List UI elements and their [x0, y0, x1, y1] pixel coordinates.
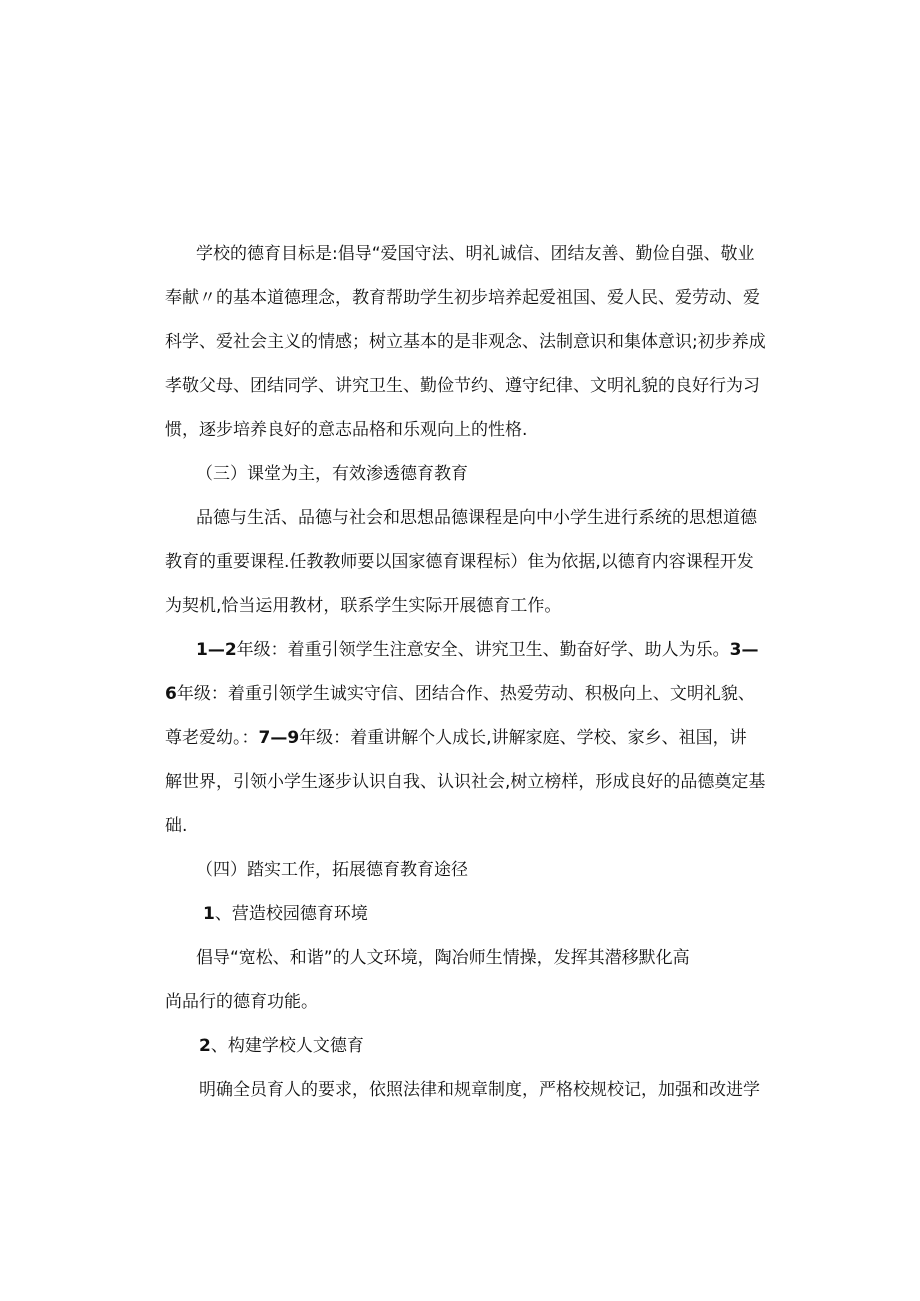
paragraph-1-line-5: 惯，逐步培养良好的意志品格和乐观向上的性格.	[165, 420, 528, 440]
paragraph-1-line-1: 学校的德育目标是:倡导“爱国守法、明礼诚信、团结友善、勤俭自强、敬业	[196, 244, 755, 264]
paragraph-3-line-2	[165, 683, 755, 705]
paragraph-3-line-3	[165, 727, 747, 749]
section-heading-4	[196, 859, 468, 881]
grade-1-2-text: 年级：着重引领学生注意安全、讲究卫生、勤奋好学、助人为乐。	[236, 640, 730, 660]
paragraph-3-line-4: 解世界，引领小学生逐步认识自我、认识社会,树立榜样，形成良好的品德奠定基	[165, 772, 766, 792]
subheading-1-number: 1	[203, 904, 215, 924]
grade-3-6-text-end: 尊老爱幼。：	[165, 728, 259, 748]
paragraph-2-line-3: 为契机,恰当运用教材，联系学生实际开展德育工作。	[165, 596, 562, 616]
paragraph-1-line-2: 奉献〃的基本道德理念，教育帮助学生初步培养起爱祖国、爱人民、爱劳动、爱	[165, 288, 760, 308]
grade-3-6-text: 年级：着重引领学生诚实守信、团结合作、热爱劳动、积极向上、文明礼貌、	[176, 684, 755, 704]
paragraph-5-line-1: 明确全员育人的要求，依照法律和规章制度，严格校规校记，加强和改进学	[199, 1080, 760, 1100]
paragraph-4-line-2: 尚品行的德育功能。	[165, 992, 318, 1012]
paragraph-3-line-1	[196, 639, 759, 661]
subheading-2	[199, 1035, 364, 1057]
paragraph-2-line-2: 教育的重要课程.任教教师要以国家德育课程标）隹为依据,以德育内容课程开发	[165, 552, 754, 572]
subheading-1-title: 、营造校园德育环境	[214, 904, 368, 924]
paragraph-3-line-5: 础.	[165, 816, 188, 836]
paragraph-1-line-4: 孝敬父母、团结同学、讲究卫生、勤俭节约、遵守纪律、文明礼貌的良好行为习	[165, 376, 760, 396]
grade-7-9-text: 年级：着重讲解个人成长,讲解家庭、学校、家乡、祖国，讲	[299, 728, 747, 748]
paragraph-4-line-1: 倡导“宽松、和谐”的人文环境，陶冶师生情操，发挥其潜移默化高	[196, 948, 690, 968]
paragraph-1-line-3: 科学、爱社会主义的情感；树立基本的是非观念、法制意识和集体意识;初步养成	[165, 332, 766, 352]
section-heading-3: （三）课堂为主，有效渗透德育教育	[196, 464, 468, 484]
subheading-2-number: 2	[199, 1036, 211, 1056]
grade-range-7-9: 7—9	[258, 728, 300, 748]
grade-range-1-2: 1—2	[196, 640, 237, 660]
paragraph-2-line-1: 品德与生活、品德与社会和思想品德课程是向中小学生进行系统的思想道德	[196, 508, 757, 528]
subheading-2-title: 、构建学校人文德育	[210, 1036, 364, 1056]
section-heading-4-text: （四）踏实工作，拓展德育教育途径	[196, 860, 468, 880]
subheading-1	[203, 903, 368, 925]
grade-range-3-6-end: 6	[165, 684, 177, 704]
grade-range-3-6-start: 3—	[729, 640, 759, 660]
